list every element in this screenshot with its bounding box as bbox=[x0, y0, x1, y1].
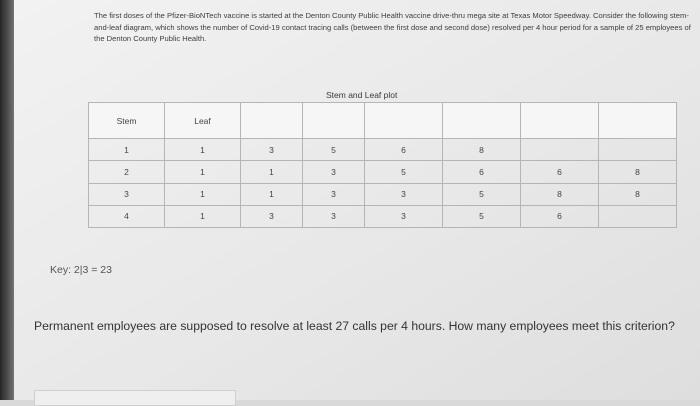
table-row bbox=[89, 205, 677, 227]
leaf-cell: 8 bbox=[521, 183, 599, 205]
leaf-cell: 8 bbox=[599, 183, 677, 205]
leaf-cell: 6 bbox=[521, 205, 599, 227]
question-text: Permanent employees are supposed to resolve at least 27 calls per 4 hours. How many employees meet this criterion? bbox=[34, 319, 675, 333]
leaf-cell bbox=[599, 139, 677, 161]
blank-header bbox=[365, 103, 443, 139]
blank-header bbox=[241, 103, 303, 139]
leaf-cell: 3 bbox=[365, 183, 443, 205]
worksheet-page bbox=[14, 0, 700, 400]
leaf-cell: 5 bbox=[303, 139, 365, 161]
answer-input-area[interactable] bbox=[34, 390, 236, 406]
leaf-cell: 5 bbox=[443, 205, 521, 227]
leaf-cell: 3 bbox=[303, 161, 365, 183]
stem-cell: 4 bbox=[89, 205, 165, 227]
leaf-cell: 5 bbox=[365, 161, 443, 183]
leaf-cell: 3 bbox=[241, 139, 303, 161]
leaf-cell: 3 bbox=[241, 205, 303, 227]
leaf-cell: 1 bbox=[165, 161, 241, 183]
leaf-cell: 8 bbox=[599, 161, 677, 183]
leaf-cell: 8 bbox=[443, 139, 521, 161]
table-header-row bbox=[89, 103, 677, 139]
blank-header bbox=[521, 103, 599, 139]
key-label: Key: 2|3 = 23 bbox=[50, 264, 112, 276]
leaf-header: Leaf bbox=[165, 103, 241, 139]
leaf-cell: 1 bbox=[241, 183, 303, 205]
plot-title: Stem and Leaf plot bbox=[326, 90, 398, 100]
leaf-cell: 1 bbox=[165, 183, 241, 205]
leaf-cell bbox=[599, 205, 677, 227]
stem-cell: 2 bbox=[89, 161, 165, 183]
leaf-cell: 3 bbox=[303, 205, 365, 227]
stem-header: Stem bbox=[89, 103, 165, 139]
leaf-cell: 1 bbox=[165, 205, 241, 227]
table-row bbox=[89, 139, 677, 161]
stem-leaf-table bbox=[88, 102, 677, 228]
leaf-cell: 3 bbox=[365, 205, 443, 227]
leaf-cell: 1 bbox=[241, 161, 303, 183]
leaf-cell: 6 bbox=[365, 139, 443, 161]
leaf-cell: 6 bbox=[521, 161, 599, 183]
leaf-cell: 1 bbox=[165, 139, 241, 161]
leaf-cell: 6 bbox=[443, 161, 521, 183]
stem-cell: 1 bbox=[89, 139, 165, 161]
problem-intro: The first doses of the Pfizer-BioNTech vaccine is started at the Denton County Public Health vaccine drive-thru mega site at Texas Motor Speedway. Consider the following stem-and-leaf diagram, which shows the number of Covid-19 contact tracing calls (between the first dose and second dose) resolved per 4 hour period for a sample of 25 employees of the Denton County Public Health. bbox=[94, 11, 691, 44]
blank-header bbox=[443, 103, 521, 139]
leaf-cell: 3 bbox=[303, 183, 365, 205]
table-row bbox=[89, 161, 677, 183]
leaf-cell: 5 bbox=[443, 183, 521, 205]
leaf-cell bbox=[521, 139, 599, 161]
blank-header bbox=[599, 103, 677, 139]
stem-cell: 3 bbox=[89, 183, 165, 205]
blank-header bbox=[303, 103, 365, 139]
table-row bbox=[89, 183, 677, 205]
